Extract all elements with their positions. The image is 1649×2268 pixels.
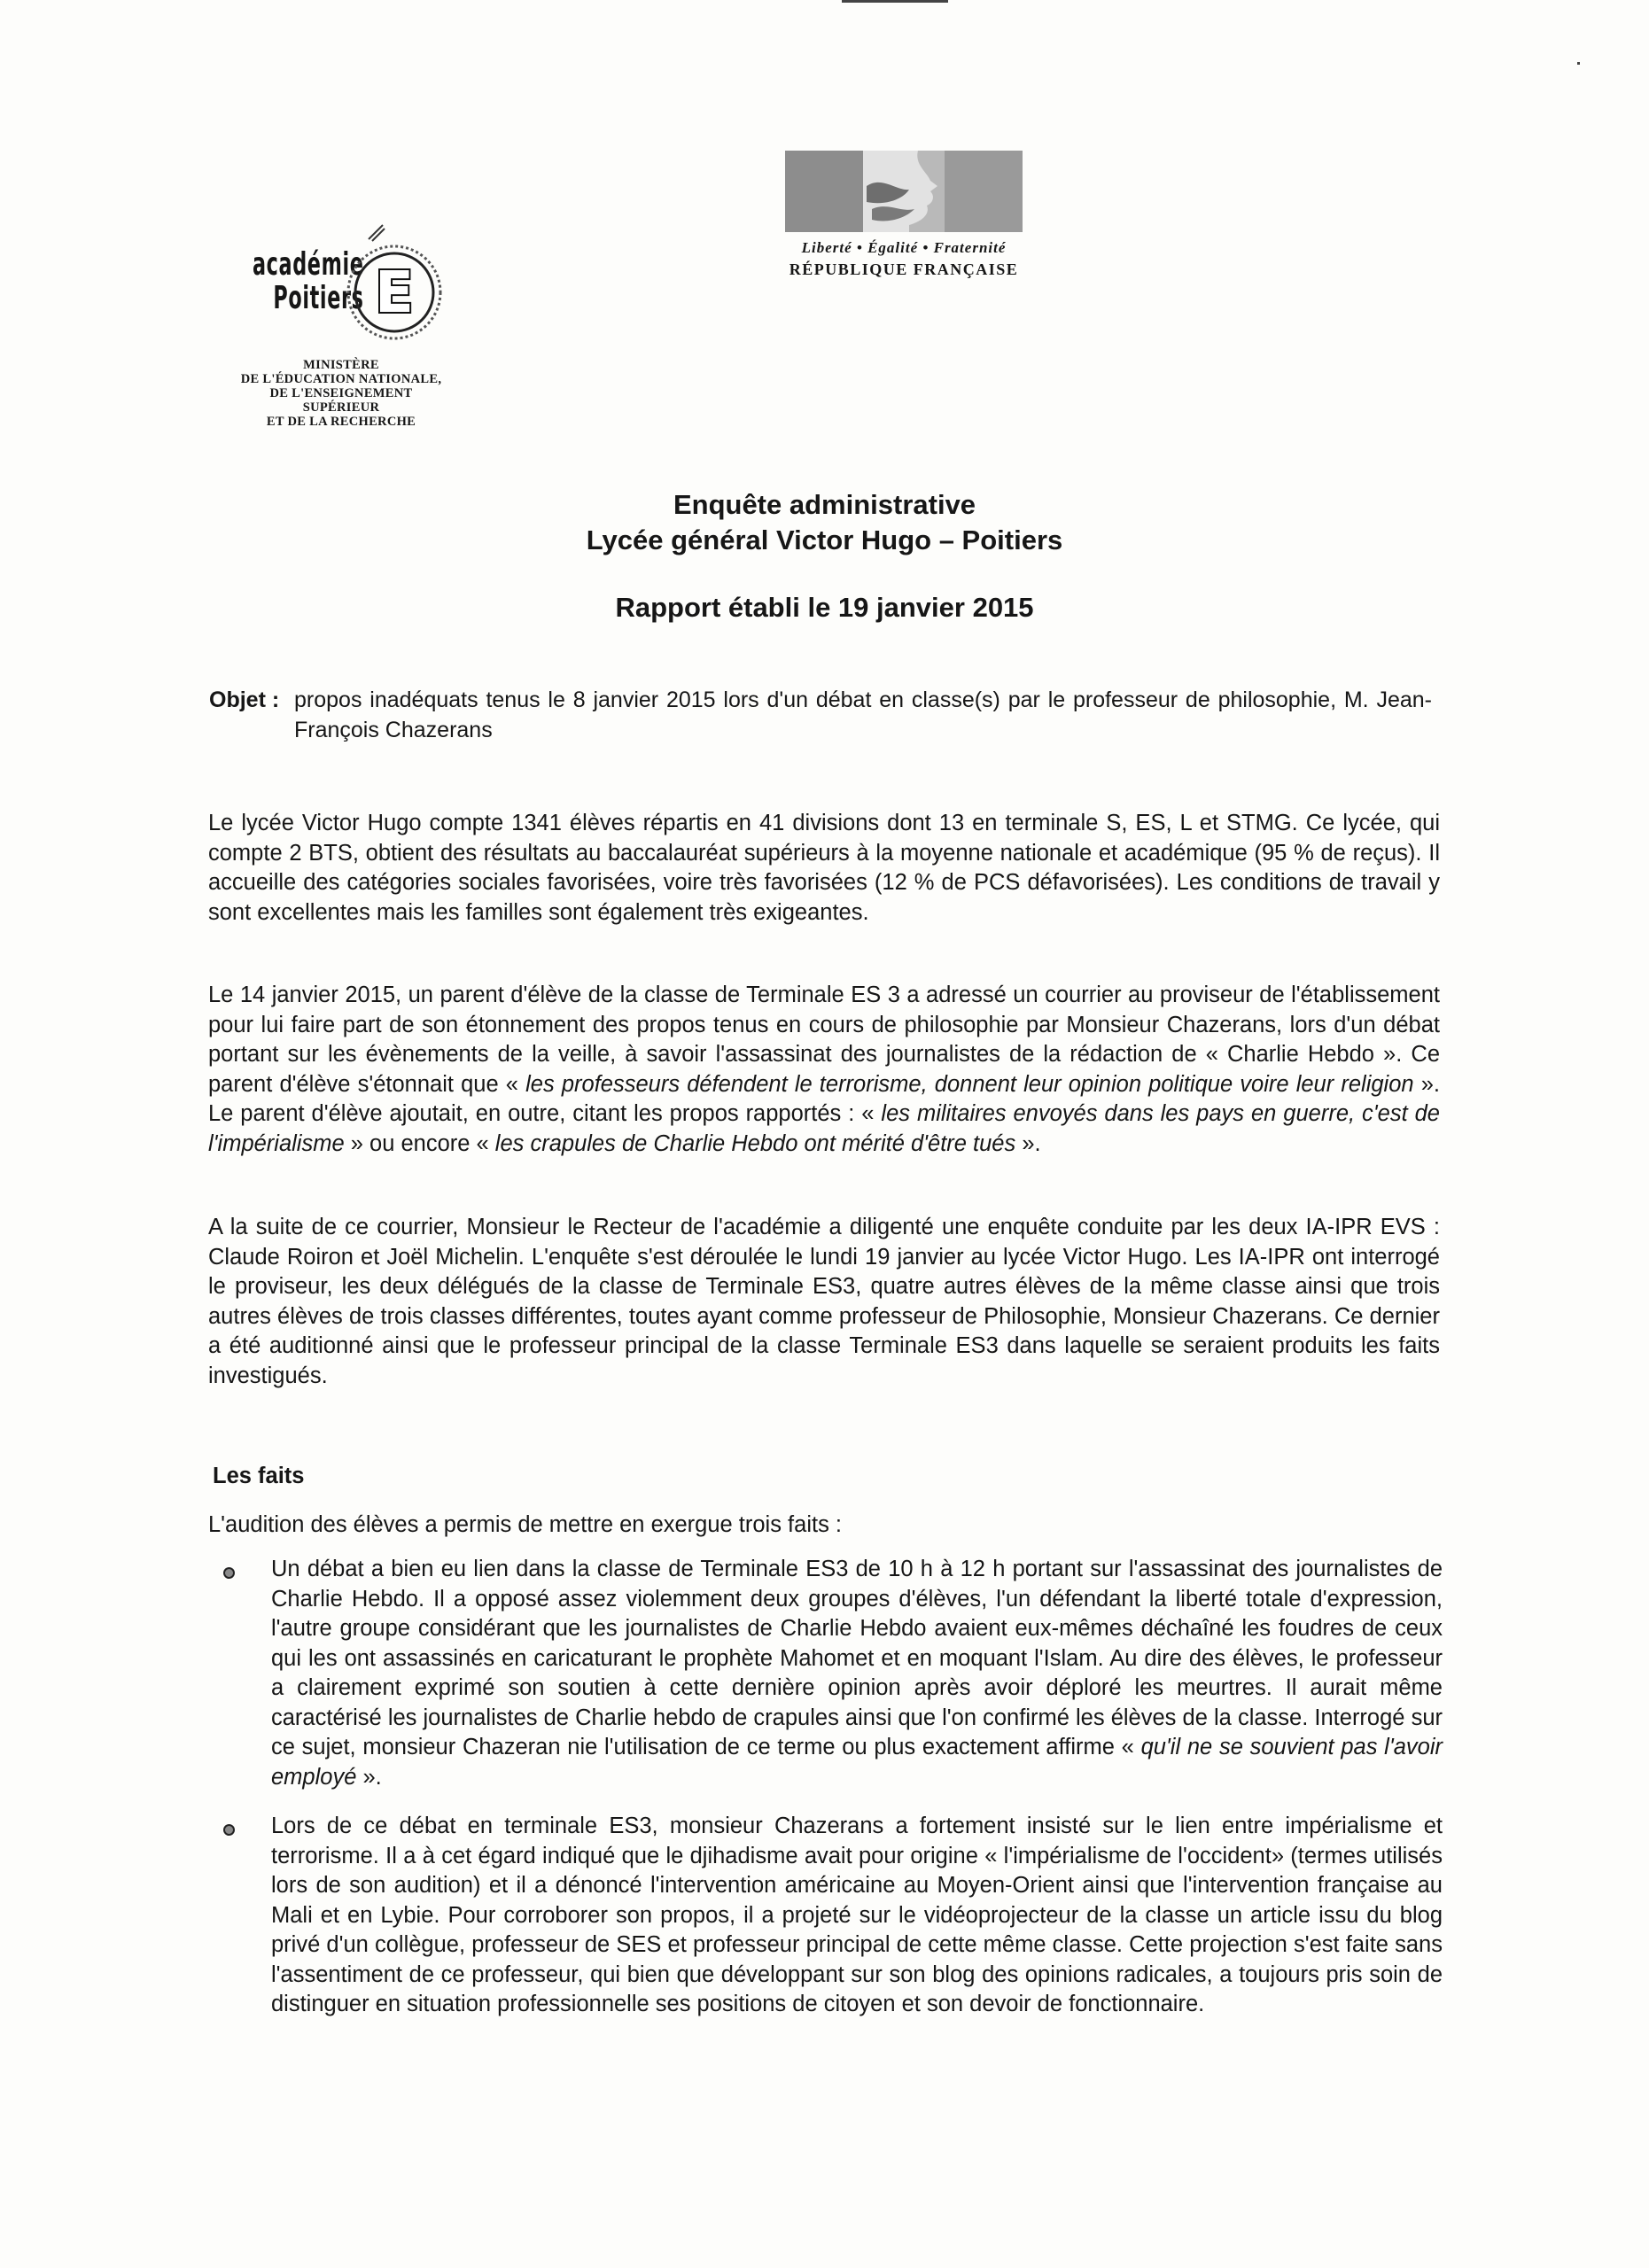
document-title: Enquête administrative bbox=[673, 489, 976, 520]
paragraph-parent-letter bbox=[208, 981, 1440, 1159]
quote: les crapules de Charlie Hebdo ont mérité d'être tués bbox=[494, 1130, 1016, 1156]
objet-section bbox=[209, 685, 1432, 745]
republique-francaise-block bbox=[771, 151, 1037, 279]
academie-e-emblem-icon bbox=[341, 239, 447, 346]
scan-mark bbox=[842, 0, 948, 3]
republic-motto: Liberté • Égalité • Fraternité bbox=[801, 239, 1007, 256]
facts-list bbox=[213, 1555, 1443, 2020]
document-title-block bbox=[0, 487, 1649, 624]
academie-logo bbox=[213, 221, 452, 354]
objet-label: Objet : bbox=[209, 687, 280, 712]
paragraph-text: ». bbox=[1022, 1130, 1041, 1156]
republic-name: RÉPUBLIQUE FRANÇAISE bbox=[789, 260, 1019, 278]
list-item bbox=[213, 1555, 1443, 1792]
ministry-line: DE L'ENSEIGNEMENT SUPÉRIEUR bbox=[269, 386, 413, 415]
list-item-text: Lors de ce débat en terminale ES3, monsieur Chazerans a fortement insisté sur le lien entre impérialisme et terrorisme. Il a à cet égard indiqué que le djihadisme avait pour origine « l'impérialisme de l'occident» (termes utilisés lors de son audition) et il a dénoncé l'intervention américaine au Moyen-Orient ainsi que l'intervention française au Mali et en Lybie. Pour corroborer son propos, il a projeté sur le vidéoprojecteur de la classe un article issu du blog privé d'un collègue, professeur de SES et professeur principal de cette même classe. Cette projection s'est faite sans l'assentiment de ce professeur, qui bien que développant sur son blog des opinions radicales, a toujours pris soin de distinguer en situation professionnelle ses positions de citoyen et son devoir de fonctionnaire. bbox=[271, 1814, 1443, 2016]
ministry-line: MINISTÈRE bbox=[303, 358, 379, 372]
list-item-text: Un débat a bien eu lien dans la classe de Terminale ES3 de 10 h à 12 h portant sur l'assassinat des journalistes de Charlie Hebdo. Il a opposé assez violemment deux groupes d'élèves, l'un défendant la liberté totale d'expression, l'autre groupe considérant que les journalistes de Charlie Hebdo avaient eux-mêmes déchaîné les foudres de ceux qui les ont assassinés en caricaturant le prophète Mahomet et en moquant l'Islam. Au dire des élèves, le professeur a clairement exprimé son soutien à cette dernière opinion après avoir déploré les meurtres. Il aurait même caractérisé les journalistes de Charlie hebdo de crapules ainsi que l'on confirmé les élèves de la classe. Interrogé sur ce sujet, monsieur Chazeran nie l'utilisation de ce terme ou plus exactement affirme « bbox=[271, 1557, 1443, 1759]
academie-logo-letter: E bbox=[375, 260, 414, 326]
paragraph-text: Le 14 janvier 2015, un parent d'élève de la classe de Terminale ES 3 a adressé un courrier au proviseur de l'établissement pour lui faire part de son étonnement des propos tenus en cours de philosophie par Monsieur Chazerans, lors d'un débat portant sur les évènements de la veille, à savoir l'assassinat des journalistes de la rédaction de « Charlie Hebdo ». Ce parent d'élève s'étonnait que « bbox=[208, 983, 1440, 1097]
paragraph-intro-faits: L'audition des élèves a permis de mettre en exergue trois faits : bbox=[208, 1512, 842, 1537]
paragraph-text: ». Le parent d'élève ajoutait, en outre, citant les propos rapportés : « bbox=[208, 1071, 1441, 1126]
section-title-les-faits: Les faits bbox=[213, 1464, 305, 1488]
academie-block bbox=[213, 221, 452, 429]
document-subtitle: Lycée général Victor Hugo – Poitiers bbox=[586, 524, 1063, 555]
quote: les militaires envoyés dans les pays en guerre, c'est de l'impérialisme bbox=[208, 1101, 1440, 1156]
list-item bbox=[213, 1812, 1443, 2020]
quote: qu'il ne se souvient pas l'avoir employé bbox=[271, 1735, 1443, 1790]
scan-mark bbox=[1577, 62, 1580, 65]
ministry-name bbox=[230, 358, 452, 429]
list-item-text: ». bbox=[362, 1764, 382, 1790]
ministry-line: DE L'ÉDUCATION NATIONALE, bbox=[240, 372, 442, 386]
bullet-icon bbox=[223, 1567, 235, 1579]
paragraph-investigation: A la suite de ce courrier, Monsieur le Recteur de l'académie a diligenté une enquête conduite par les deux IA-IPR EVS : Claude Roiron et Joël Michelin. L'enquête s'est déroulée le lundi 19 janvier au lycée Victor Hugo. Les IA-IPR ont interrogé le proviseur, les deux délégués de la classe de Terminale ES3, quatre autres élèves de la même classe ainsi que trois autres élèves de trois classes différentes, toutes ayant comme professeur de Philosophie, Monsieur Chazerans. Ce dernier a été auditionné ainsi que le professeur principal de la classe Terminale ES3 dans laquelle se seraient produits les faits investigués. bbox=[208, 1215, 1440, 1388]
paragraph-text: » ou encore « bbox=[350, 1130, 489, 1156]
ministry-line: ET DE LA RECHERCHE bbox=[266, 415, 416, 429]
report-date: Rapport établi le 19 janvier 2015 bbox=[615, 592, 1034, 623]
academie-logo-line: académie bbox=[253, 246, 364, 283]
marianne-logo-icon bbox=[785, 151, 1023, 232]
paragraph-context: Le lycée Victor Hugo compte 1341 élèves répartis en 41 divisions dont 13 en terminale S, ES, L et STMG. Ce lycée, qui compte 2 BTS, obtient des résultats au baccalauréat supérieurs à la moyenne nationale et académique (95 % de reçus). Il accueille des catégories sociales favorisées, voire très favorisées (12 % de PCS défavorisées). Les conditions de travail y sont excellentes mais les familles sont également très exigeantes. bbox=[208, 811, 1440, 925]
academie-logo-line: Poitiers bbox=[273, 280, 364, 316]
quote: les professeurs défendent le terrorisme, donnent leur opinion politique voire leur religion bbox=[525, 1071, 1414, 1097]
bullet-icon bbox=[223, 1824, 235, 1836]
objet-text: propos inadéquats tenus le 8 janvier 2015 lors d'un débat en classe(s) par le professeur de philosophie, M. Jean-François Chazerans bbox=[294, 687, 1432, 742]
